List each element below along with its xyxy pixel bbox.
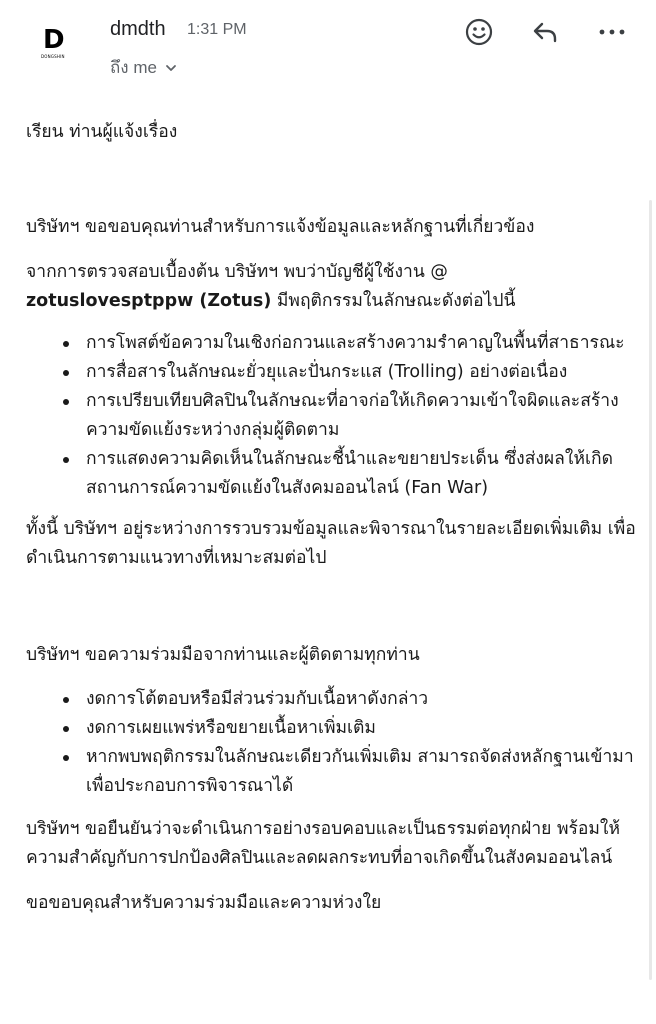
more-dots-icon: [597, 17, 627, 47]
email-header: [0, 0, 656, 90]
greeting: เรียน ท่านผู้แจ้งเรื่อง: [26, 122, 178, 142]
reported-account: zotuslovesptppw (Zotus): [26, 291, 272, 311]
findings-intro: [26, 258, 636, 316]
logo-subtext: DONGSHIN: [41, 54, 65, 59]
email-body: [26, 118, 636, 918]
list-item: หากพบพฤติกรรมในลักษณะเดียวกันเพิ่มเติม สามารถจัดส่งหลักฐานเข้ามาเพื่อประกอบการพิจารณาได้: [26, 743, 636, 801]
scrollbar[interactable]: [649, 200, 652, 980]
sender-avatar[interactable]: [36, 24, 76, 64]
list-item: การแสดงความคิดเห็นในลักษณะชี้นำและขยายประเด็น ซึ่งส่งผลให้เกิดสถานการณ์ความขัดแย้งในสังคมออนไลน์ (Fan War): [26, 445, 636, 503]
logo-letter: D: [43, 25, 65, 55]
behavior-list: [26, 329, 636, 503]
sent-time: 1:31 PM: [187, 21, 247, 38]
list-item: งดการเผยแพร่หรือขยายเนื้อหาเพิ่มเติม: [26, 714, 636, 743]
list-item: การสื่อสารในลักษณะยั่วยุและปั่นกระแส (Trolling) อย่างต่อเนื่อง: [26, 358, 636, 387]
sender-logo: [43, 27, 69, 61]
sender-name[interactable]: dmdth: [110, 18, 166, 40]
recipient-details-toggle[interactable]: [110, 54, 177, 81]
cooperation-request: บริษัทฯ ขอความร่วมมือจากท่านและผู้ติดตามทุกท่าน: [26, 645, 420, 665]
smiley-face-icon: [464, 17, 494, 47]
thanks-paragraph: บริษัทฯ ขอขอบคุณท่านสำหรับการแจ้งข้อมูลและหลักฐานที่เกี่ยวข้อง: [26, 217, 535, 237]
closing-line: ขอขอบคุณสำหรับความร่วมมือและความห่วงใย: [26, 893, 382, 913]
request-list: [26, 685, 636, 801]
add-reaction-button[interactable]: [463, 16, 495, 48]
more-options-button[interactable]: [596, 16, 628, 48]
status-paragraph: ทั้งนี้ บริษัทฯ อยู่ระหว่างการรวบรวมข้อมูลและพิจารณาในรายละเอียดเพิ่มเติม เพื่อดำเนินการตามแนวทางที่เหมาะสมต่อไป: [26, 519, 636, 568]
commitment-paragraph: บริษัทฯ ขอยืนยันว่าจะดำเนินการอย่างรอบคอบและเป็นธรรมต่อทุกฝ่าย พร้อมให้ความสำคัญกับการปกป้องศิลปินและลดผลกระทบที่อาจเกิดขึ้นในสังคมออนไลน์: [26, 819, 621, 868]
reply-button[interactable]: [529, 16, 561, 48]
chevron-down-icon: [165, 62, 177, 74]
findings-intro-text: จากการตรวจสอบเบื้องต้น บริษัทฯ พบว่าบัญชีผู้ใช้งาน @: [26, 262, 448, 282]
reply-arrow-icon: [530, 17, 560, 47]
recipient-label: ถึง me: [110, 58, 157, 77]
findings-intro-rest: มีพฤติกรรมในลักษณะดังต่อไปนี้: [271, 291, 516, 311]
list-item: การโพสต์ข้อความในเชิงก่อกวนและสร้างความรำคาญในพื้นที่สาธารณะ: [26, 329, 636, 358]
list-item: งดการโต้ตอบหรือมีส่วนร่วมกับเนื้อหาดังกล่าว: [26, 685, 636, 714]
list-item: การเปรียบเทียบศิลปินในลักษณะที่อาจก่อให้เกิดความเข้าใจผิดและสร้างความขัดแย้งระหว่างกลุ่มผู้ติดตาม: [26, 387, 636, 445]
